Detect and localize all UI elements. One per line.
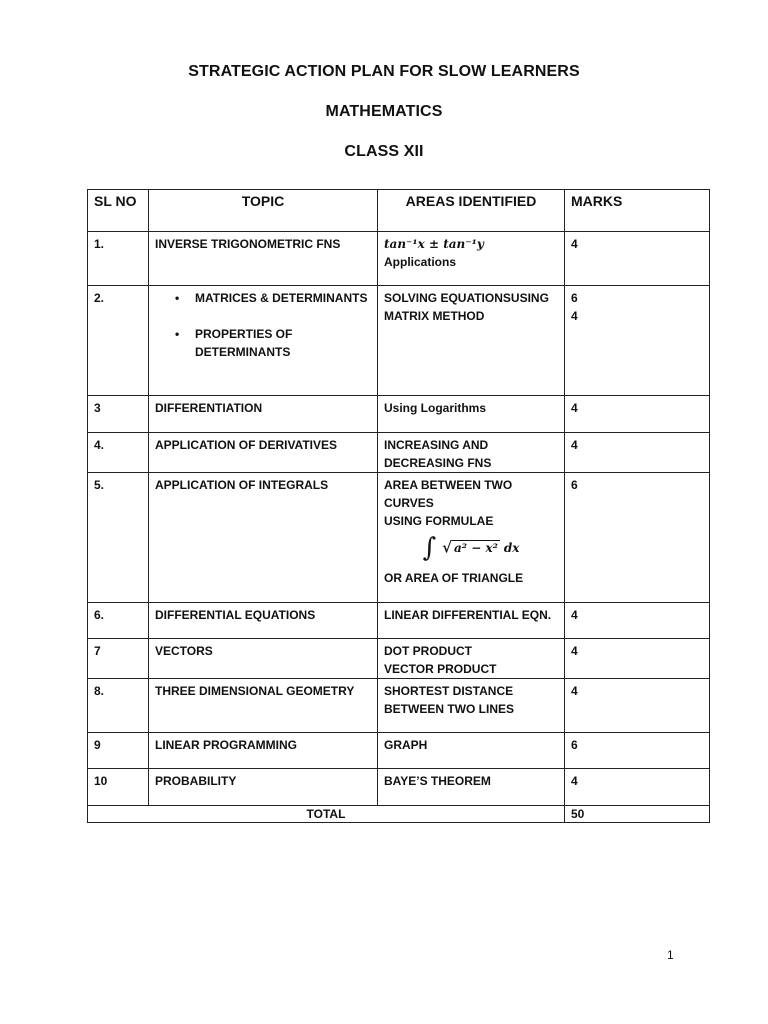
cell-marks: 4	[565, 396, 710, 433]
table-row	[88, 232, 710, 286]
table-row	[88, 286, 710, 396]
cell-sl: 4.	[88, 433, 149, 473]
action-plan-table	[87, 189, 710, 823]
total-row	[88, 806, 710, 823]
header-sl-no: SL NO	[88, 190, 149, 232]
cell-area: SOLVING EQUATIONSUSING MATRIX METHOD	[378, 286, 565, 396]
subject-heading: MATHEMATICS	[325, 103, 443, 120]
cell-area: GRAPH	[378, 733, 565, 769]
cell-topic: INVERSE TRIGONOMETRIC FNS	[149, 232, 378, 286]
cell-marks: 4	[565, 679, 710, 733]
cell-sl: 10	[88, 769, 149, 806]
cell-area	[378, 473, 565, 603]
total-marks: 50	[565, 806, 710, 823]
radicand: a² − x²	[454, 540, 498, 555]
cell-marks: 6	[565, 733, 710, 769]
integral-formula	[384, 532, 558, 563]
marks-value: 4	[571, 309, 578, 323]
square-root-icon: √	[442, 538, 452, 557]
cell-topic: THREE DIMENSIONAL GEOMETRY	[149, 679, 378, 733]
table-row	[88, 603, 710, 639]
topic-bullet-list	[149, 289, 371, 361]
list-item: • MATRICES & DETERMINANTS	[175, 291, 368, 305]
cell-sl: 5.	[88, 473, 149, 603]
cell-area	[378, 232, 565, 286]
cell-topic	[149, 286, 378, 396]
cell-area: SHORTEST DISTANCE BETWEEN TWO LINES	[378, 679, 565, 733]
cell-marks: 6	[565, 473, 710, 603]
cell-topic: VECTORS	[149, 639, 378, 679]
cell-topic: DIFFERENTIAL EQUATIONS	[149, 603, 378, 639]
area-text: USING FORMULAE	[384, 514, 494, 528]
page-number: 1	[667, 948, 674, 962]
cell-sl: 8.	[88, 679, 149, 733]
header-areas-identified: AREAS IDENTIFIED	[378, 190, 565, 232]
table-header-row	[88, 190, 710, 232]
class-heading: CLASS XII	[344, 143, 424, 160]
cell-marks	[565, 286, 710, 396]
cell-topic: LINEAR PROGRAMMING	[149, 733, 378, 769]
cell-marks: 4	[565, 232, 710, 286]
inverse-tan-formula: tan⁻¹x ± tan⁻¹y	[384, 237, 484, 251]
table-row	[88, 473, 710, 603]
cell-sl: 6.	[88, 603, 149, 639]
area-text: AREA BETWEEN TWO CURVES	[384, 478, 513, 510]
area-text: Applications	[384, 255, 457, 269]
header-topic: TOPIC	[149, 190, 378, 232]
header-marks: MARKS	[565, 190, 710, 232]
integral-icon: ∫	[422, 532, 437, 563]
bullet-icon: •	[175, 327, 180, 341]
cell-marks: 4	[565, 433, 710, 473]
cell-area	[378, 639, 565, 679]
differential: dx	[503, 540, 520, 555]
marks-value: 6	[571, 291, 578, 305]
area-text: OR AREA OF TRIANGLE	[384, 570, 524, 585]
cell-area: LINEAR DIFFERENTIAL EQN.	[378, 603, 565, 639]
list-item: • PROPERTIES OF DETERMINANTS	[175, 327, 293, 359]
cell-topic: PROBABILITY	[149, 769, 378, 806]
cell-marks: 4	[565, 603, 710, 639]
cell-topic: APPLICATION OF INTEGRALS	[149, 473, 378, 603]
cell-marks: 4	[565, 769, 710, 806]
cell-sl: 1.	[88, 232, 149, 286]
cell-marks: 4	[565, 639, 710, 679]
cell-area: INCREASING AND DECREASING FNS	[378, 433, 565, 473]
cell-area: Using Logarithms	[378, 396, 565, 433]
cell-sl: 7	[88, 639, 149, 679]
table-row	[88, 679, 710, 733]
cell-sl: 9	[88, 733, 149, 769]
cell-area: BAYE’S THEOREM	[378, 769, 565, 806]
table-row	[88, 769, 710, 806]
cell-sl: 3	[88, 396, 149, 433]
table-row	[88, 733, 710, 769]
cell-sl: 2.	[88, 286, 149, 396]
table-row	[88, 433, 710, 473]
bullet-icon: •	[175, 291, 180, 305]
table-row	[88, 639, 710, 679]
area-text: VECTOR PRODUCT	[384, 662, 497, 676]
cell-topic: APPLICATION OF DERIVATIVES	[149, 433, 378, 473]
document-title: STRATEGIC ACTION PLAN FOR SLOW LEARNERS	[188, 63, 580, 80]
area-text: DOT PRODUCT	[384, 644, 472, 658]
cell-topic: DIFFERENTIATION	[149, 396, 378, 433]
total-label: TOTAL	[88, 806, 565, 823]
table-row	[88, 396, 710, 433]
